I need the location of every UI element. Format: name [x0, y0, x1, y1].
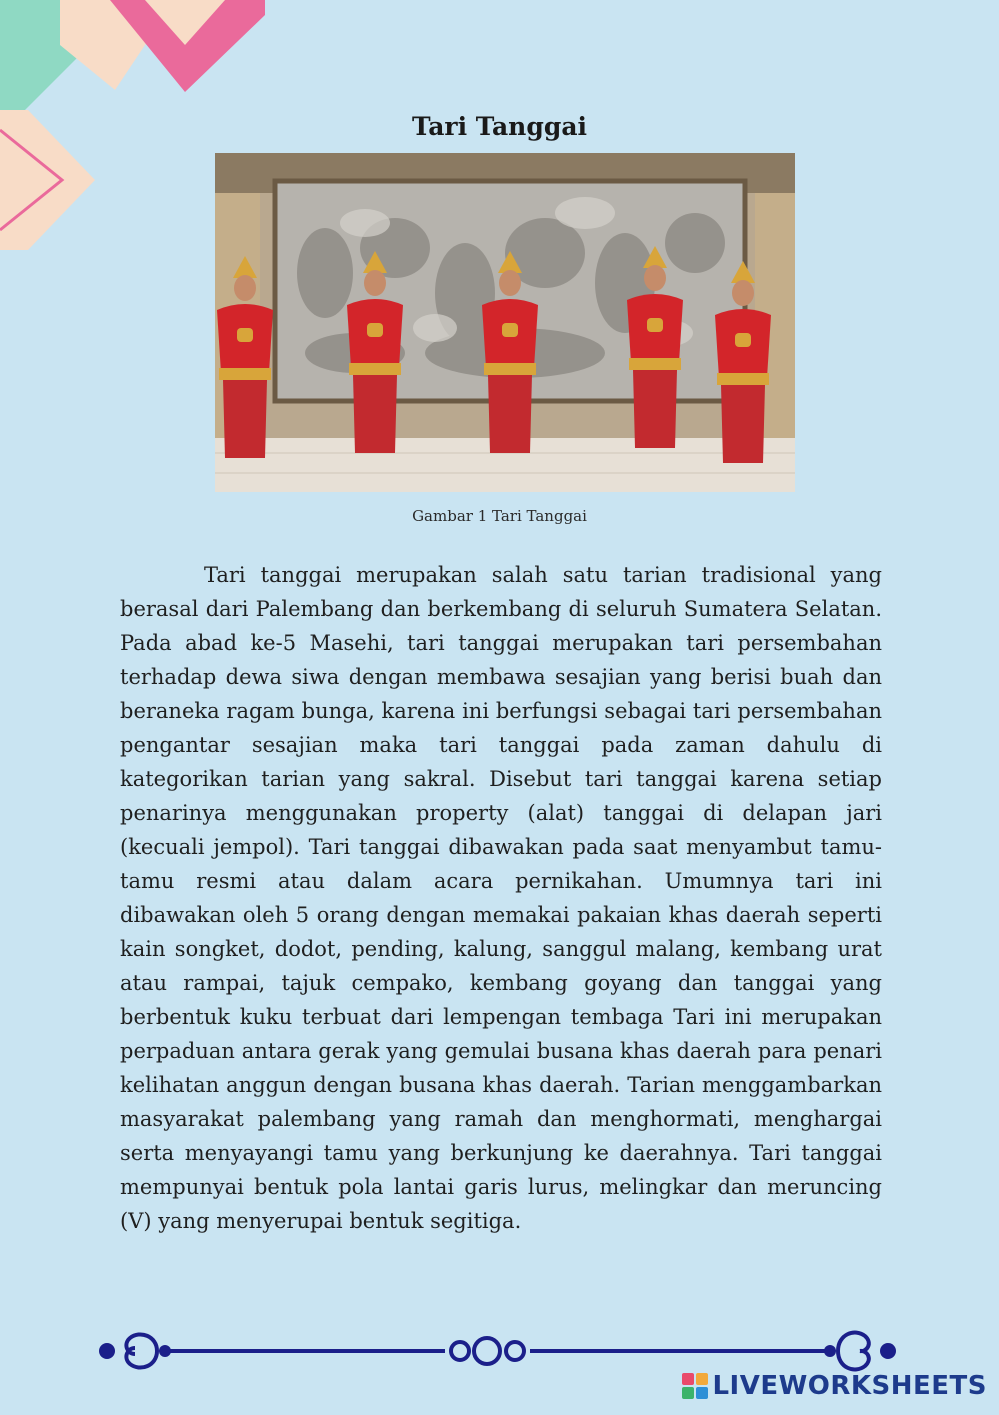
- page-title: Tari Tanggai: [411, 112, 588, 141]
- body-paragraph: Tari tanggai merupakan salah satu tarian tradisional yang berasal dari Palembang dan berkembang di seluruh Sumatera Selatan. Pada abad ke-5 Masehi, tari tanggai merupakan tari persembahan terhadap dewa siwa dengan membawa sesajian yang berisi buah dan beraneka ragam bunga, karena ini berfungsi sebagai tari persembahan pengantar sesajian maka tari tanggai pada zaman dahulu di kategorikan tarian yang sakral. Disebut tari tanggai karena setiap penarinya menggunakan property (alat) tanggai di delapan jari (kecuali jempol). Tari tanggai dibawakan pada saat menyambut tamu-tamu resmi atau dalam acara pernikahan. Umumnya tari ini dibawakan oleh 5 orang dengan memakai pakaian khas daerah seperti kain songket, dodot, pending, kalung, sanggul malang, kembang urat atau rampai, tajuk cempako, kembang goyang dan tanggai yang berbentuk kuku terbuat dari lempengan tembaga Tari ini merupakan perpaduan antara gerak yang gemulai busana khas daerah para penari kelihatan anggun dengan busana khas daerah. Tarian menggambarkan masyarakat palembang yang ramah dan menghormati, menghargai serta menyayangi tamu yang berkunjung ke daerahnya. Tari tanggai mempunyai bentuk pola lantai garis lurus, melingkar dan meruncing (V) yang menyerupai bentuk segitiga.: [120, 563, 882, 1233]
- liveworksheets-logo-icon: [682, 1373, 708, 1399]
- liveworksheets-brand[interactable]: [682, 1371, 987, 1401]
- brand-name: LIVEWORKSHEETS: [712, 1371, 987, 1401]
- dancers-photo: [215, 153, 795, 492]
- photo-caption: Gambar 1 Tari Tanggai: [412, 507, 587, 525]
